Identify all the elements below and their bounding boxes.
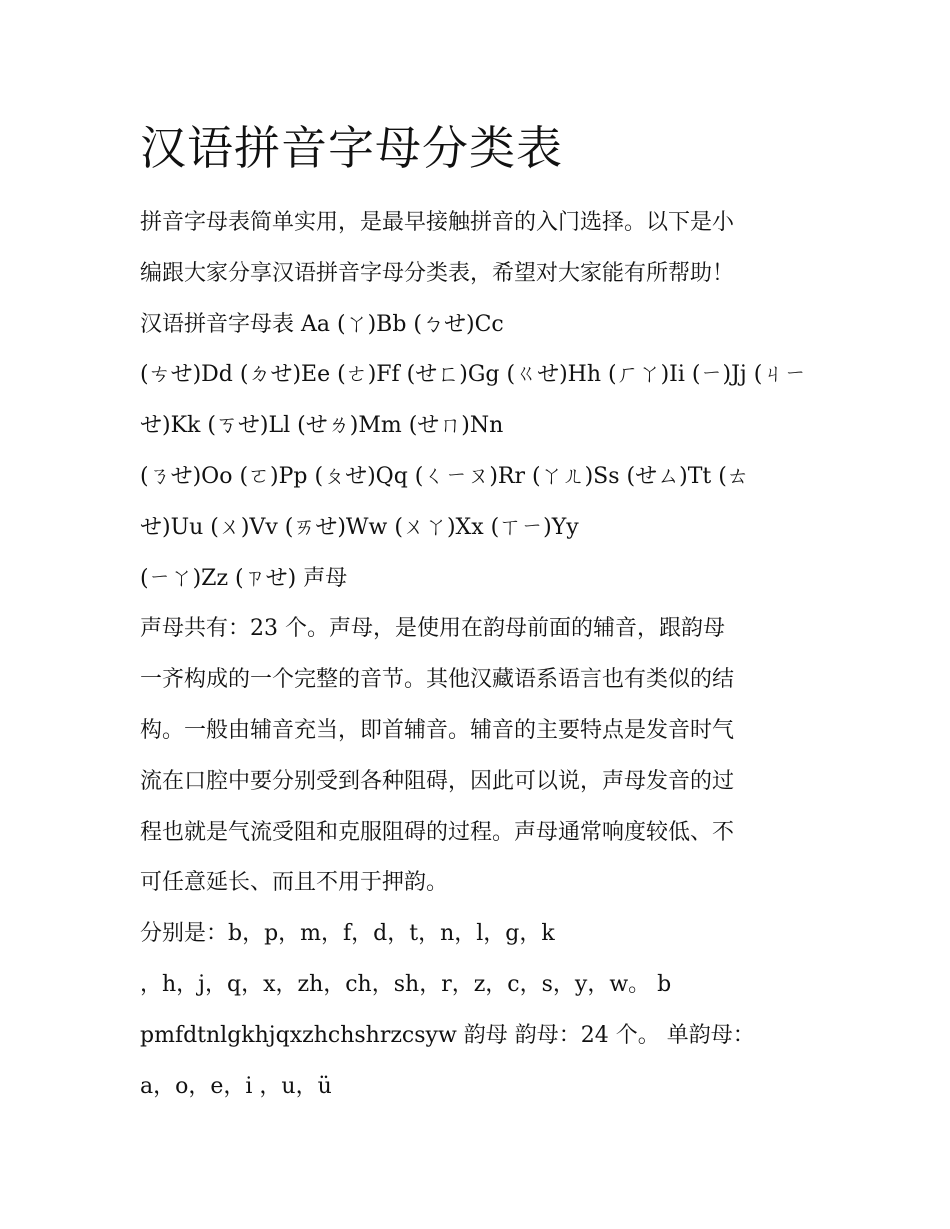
text-line: (ㄧㄚ)Zz (ㄗせ) 声母 bbox=[140, 565, 348, 591]
text-line: せ)Uu (ㄨ)Vv (ㄞせ)Ww (ㄨㄚ)Xx (ㄒㄧ)Yy bbox=[140, 514, 579, 540]
text-line: 构。一般由辅音充当，即首辅音。辅音的主要特点是发音时气 bbox=[140, 717, 735, 743]
document-title: 汉语拼音字母分类表 bbox=[140, 121, 563, 175]
text-line: 编跟大家分享汉语拼音字母分类表，希望对大家能有所帮助！ bbox=[140, 260, 735, 286]
document-body bbox=[140, 198, 820, 1112]
text-line: 拼音字母表简单实用，是最早接触拼音的入门选择。以下是小 bbox=[140, 210, 735, 235]
text-line: 一齐构成的一个完整的音节。其他汉藏语系语言也有类似的结 bbox=[140, 667, 735, 693]
text-line: (ㄋせ)Oo (ㄛ)Pp (ㄆせ)Qq (ㄑㄧㄡ)Rr (ㄚㄦ)Ss (せㄙ)Tt (ㄊ bbox=[140, 463, 749, 489]
text-line: 程也就是气流受阻和克服阻碍的过程。声母通常响度较低、不 bbox=[140, 819, 735, 845]
text-line: 分别是：b，p，m，f，d，t，n，l，g，k bbox=[140, 921, 555, 947]
text-line: せ)Kk (ㄎせ)Ll (せㄌ)Mm (せㄇ)Nn bbox=[140, 413, 504, 439]
text-line: (ㄘせ)Dd (ㄉせ)Ee (ㄜ)Ff (せㄈ)Gg (ㄍせ)Hh (ㄏㄚ)Ii (ㄧ)Jj (ㄐㄧ bbox=[140, 362, 807, 388]
text-line: 可任意延长、而且不用于押韵。 bbox=[140, 870, 449, 896]
text-line: a，o，e，i ，u，ü bbox=[140, 1073, 332, 1099]
text-line: ，h，j，q，x，zh，ch，sh，r，z，c，s，y，w。 b bbox=[140, 971, 672, 997]
text-line: pmfdtnlgkhjqxzhchshrzcsyw 韵母 韵母：24 个。 单韵母： bbox=[140, 1022, 755, 1048]
text-line: 声母共有：23 个。声母，是使用在韵母前面的辅音，跟韵母 bbox=[140, 616, 725, 642]
text-line: 流在口腔中要分别受到各种阻碍，因此可以说，声母发音的过 bbox=[140, 768, 735, 794]
text-line: 汉语拼音字母表 Aa (ㄚ)Bb (ㄅせ)Cc bbox=[140, 311, 504, 337]
